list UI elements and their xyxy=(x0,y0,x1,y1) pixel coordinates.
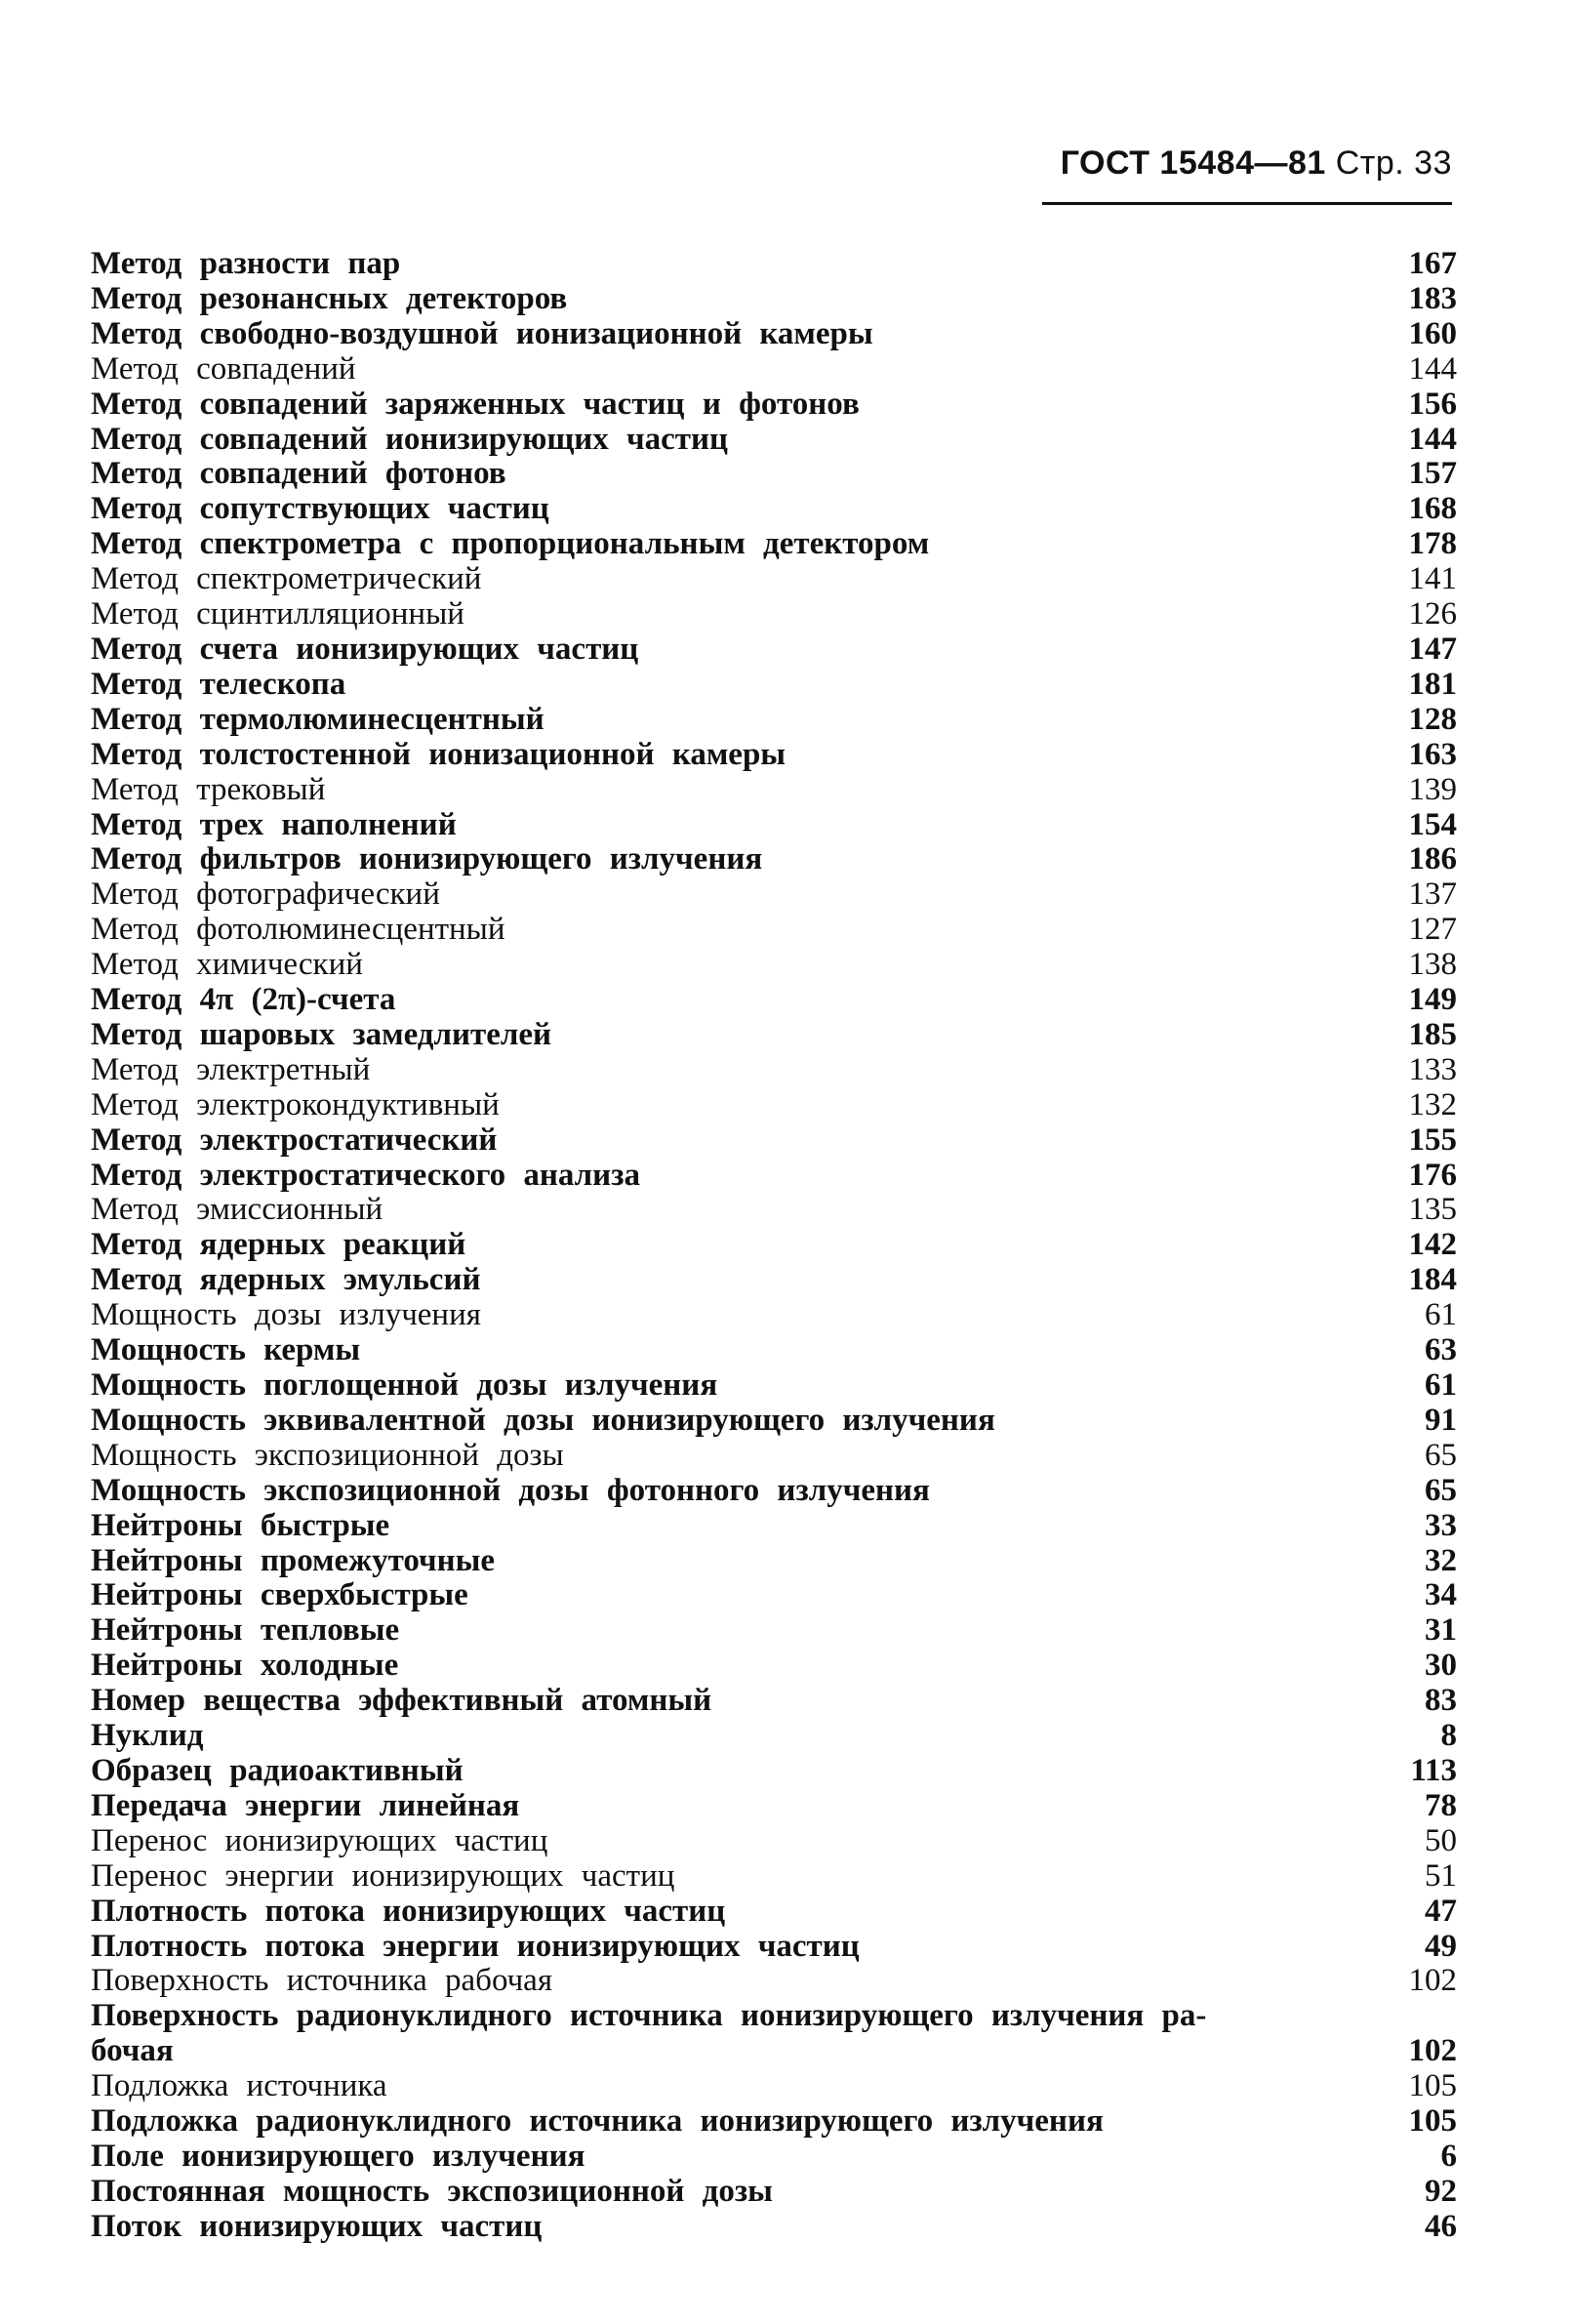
index-term: Метод свободно-воздушной ионизационной камеры xyxy=(91,316,873,351)
index-term: Метод спектрометра с пропорциональным детектором xyxy=(91,527,930,562)
index-entry xyxy=(91,1159,1457,1194)
index-entry xyxy=(91,1474,1457,1509)
index-term: Метод счета ионизирующих частиц xyxy=(91,632,639,667)
index-term: Мощность дозы излучения xyxy=(91,1298,481,1333)
index-term: Поверхность источника рабочая xyxy=(91,1964,553,1999)
index-entry xyxy=(91,2175,1457,2210)
index-page-number: 32 xyxy=(1425,1542,1457,1578)
index-page-number: 102 xyxy=(1408,2033,1457,2069)
index-entry xyxy=(91,1088,1457,1123)
index-page-number: 176 xyxy=(1408,1157,1457,1193)
index-entry xyxy=(91,1544,1457,1579)
index-term: Метод совпадений заряженных частиц и фотонов xyxy=(91,387,860,422)
index-page-number: 163 xyxy=(1408,736,1457,772)
index-page-number: 31 xyxy=(1425,1612,1457,1649)
index-entry xyxy=(91,2140,1457,2175)
index-entry xyxy=(91,948,1457,983)
index-entry xyxy=(91,317,1457,352)
index-entry xyxy=(91,1754,1457,1789)
index-term: Мощность экспозиционной дозы фотонного излучения xyxy=(91,1473,930,1508)
index-page-number: 127 xyxy=(1408,912,1457,948)
index-entry xyxy=(91,282,1457,317)
index-entry xyxy=(91,913,1457,948)
index-page-number: 78 xyxy=(1425,1787,1457,1823)
index-term: Метод электретный xyxy=(91,1052,371,1087)
index-page-number: 92 xyxy=(1425,2173,1457,2209)
index-term: Метод эмиссионный xyxy=(91,1193,383,1228)
index-page-number: 155 xyxy=(1408,1121,1457,1158)
index-term: Метод фотолюминесцентный xyxy=(91,913,505,948)
index-term: Плотность потока ионизирующих частиц xyxy=(91,1894,726,1929)
index-page-number: 49 xyxy=(1425,1928,1457,1964)
index-page-number: 138 xyxy=(1408,947,1457,983)
index-term: Метод сцинтилляционный xyxy=(91,597,464,632)
index-entry xyxy=(91,808,1457,843)
index-term: Поток ионизирующих частиц xyxy=(91,2209,543,2244)
index-term: Метод ядерных эмульсий xyxy=(91,1263,481,1298)
alphabetical-index xyxy=(91,247,1457,2245)
index-term: Перенос энергии ионизирующих частиц xyxy=(91,1858,675,1894)
index-page-number: 65 xyxy=(1425,1437,1457,1473)
index-entry xyxy=(91,877,1457,913)
index-entry xyxy=(91,1368,1457,1404)
index-entry xyxy=(91,457,1457,492)
index-entry xyxy=(91,247,1457,282)
index-term: Номер вещества эффективный атомный xyxy=(91,1684,712,1719)
index-entry xyxy=(91,562,1457,597)
index-page-number: 184 xyxy=(1408,1262,1457,1298)
index-term: Метод фильтров ионизирующего излучения xyxy=(91,842,763,877)
index-page-number: 168 xyxy=(1408,491,1457,527)
index-page-number: 6 xyxy=(1440,2138,1457,2174)
index-page-number: 105 xyxy=(1408,2103,1457,2140)
index-term: Метод совпадений фотонов xyxy=(91,457,506,492)
index-term: Метод ядерных реакций xyxy=(91,1228,466,1263)
page-header xyxy=(1042,137,1452,205)
index-term: Метод резонансных детекторов xyxy=(91,281,568,316)
index-entry xyxy=(91,1053,1457,1088)
index-term: Метод электрокондуктивный xyxy=(91,1087,500,1122)
index-entry xyxy=(91,842,1457,877)
index-entry xyxy=(91,352,1457,387)
index-entry xyxy=(91,1859,1457,1895)
index-entry xyxy=(91,632,1457,668)
index-page-number: 51 xyxy=(1425,1857,1457,1894)
index-term: Нейтроны сверхбыстрые xyxy=(91,1578,468,1613)
index-term: Метод разности пар xyxy=(91,247,401,281)
index-page-number: 91 xyxy=(1425,1402,1457,1438)
index-entry xyxy=(91,1999,1457,2069)
index-entry xyxy=(91,2210,1457,2245)
index-term: Плотность потока энергии ионизирующих частиц xyxy=(91,1929,860,1964)
index-page-number: 160 xyxy=(1408,315,1457,351)
index-term: Метод телескопа xyxy=(91,667,346,702)
index-term: Метод 4π (2π)-счета xyxy=(91,983,396,1018)
index-page-number: 181 xyxy=(1408,666,1457,702)
index-entry xyxy=(91,1895,1457,1930)
standard-number: ГОСТ 15484—81 xyxy=(1060,144,1326,182)
index-entry xyxy=(91,1684,1457,1719)
index-entry xyxy=(91,1123,1457,1159)
index-entry xyxy=(91,1404,1457,1439)
index-entry xyxy=(91,1824,1457,1859)
index-term: Метод сопутствующих частиц xyxy=(91,492,549,527)
index-page-number: 135 xyxy=(1408,1192,1457,1228)
index-page-number: 113 xyxy=(1410,1752,1457,1788)
index-page-number: 183 xyxy=(1408,280,1457,316)
index-entry xyxy=(91,527,1457,562)
index-page-number: 132 xyxy=(1408,1086,1457,1122)
index-entry xyxy=(91,1613,1457,1649)
index-page-number: 157 xyxy=(1408,456,1457,492)
index-term: Метод совпадений xyxy=(91,351,356,387)
index-term: Метод фотографический xyxy=(91,877,440,913)
page-number-label: Стр. 33 xyxy=(1335,144,1452,182)
index-term: Поле ионизирующего излучения xyxy=(91,2139,585,2174)
index-page-number: 8 xyxy=(1440,1718,1457,1754)
index-page-number: 149 xyxy=(1408,982,1457,1018)
index-page-number: 133 xyxy=(1408,1051,1457,1087)
index-entry xyxy=(91,773,1457,808)
index-term: Метод трех наполнений xyxy=(91,807,457,842)
index-entry xyxy=(91,1439,1457,1474)
index-term: Нуклид xyxy=(91,1719,204,1754)
index-term: Метод термолюминесцентный xyxy=(91,702,544,737)
index-page-number: 83 xyxy=(1425,1683,1457,1719)
index-entry xyxy=(91,387,1457,423)
index-entry xyxy=(91,1263,1457,1298)
index-entry xyxy=(91,1719,1457,1754)
index-term: Метод химический xyxy=(91,948,363,983)
index-term: Метод электростатический xyxy=(91,1122,498,1158)
index-term: Метод шаровых замедлителей xyxy=(91,1017,552,1052)
index-page-number: 65 xyxy=(1425,1472,1457,1508)
header-text xyxy=(1061,144,1452,183)
index-page-number: 47 xyxy=(1425,1893,1457,1929)
index-term: Передача энергии линейная xyxy=(91,1788,520,1823)
index-term: Метод трековый xyxy=(91,772,326,807)
index-page-number: 167 xyxy=(1408,246,1457,281)
index-term: Метод спектрометрический xyxy=(91,562,482,597)
index-entry xyxy=(91,423,1457,458)
index-page-number: 141 xyxy=(1408,561,1457,597)
index-page-number: 33 xyxy=(1425,1507,1457,1543)
index-page-number: 147 xyxy=(1408,631,1457,667)
index-term: Постоянная мощность экспозиционной дозы xyxy=(91,2174,773,2209)
index-term: Метод толстостенной ионизационной камеры xyxy=(91,737,786,772)
index-page-number: 139 xyxy=(1408,771,1457,807)
index-entry xyxy=(91,1228,1457,1263)
index-term: Подложка радионуклидного источника ионизирующего излучения xyxy=(91,2104,1104,2140)
index-entry xyxy=(91,1193,1457,1228)
index-page-number: 102 xyxy=(1408,1963,1457,1999)
index-term: Поверхность радионуклидного источника ионизирующего излучения ра- бочая xyxy=(91,1999,1207,2069)
index-page-number: 144 xyxy=(1408,421,1457,457)
index-page-number: 128 xyxy=(1408,701,1457,737)
index-entry xyxy=(91,703,1457,738)
index-entry xyxy=(91,1789,1457,1824)
index-entry xyxy=(91,2104,1457,2140)
index-entry xyxy=(91,1930,1457,1965)
index-entry xyxy=(91,1578,1457,1613)
index-term: Нейтроны промежуточные xyxy=(91,1543,496,1578)
index-term: Образец радиоактивный xyxy=(91,1753,464,1788)
index-term: Метод электростатического анализа xyxy=(91,1158,640,1193)
index-page-number: 185 xyxy=(1408,1016,1457,1052)
index-entry xyxy=(91,1298,1457,1333)
index-page-number: 142 xyxy=(1408,1227,1457,1263)
index-entry xyxy=(91,2069,1457,2104)
index-page-number: 144 xyxy=(1408,350,1457,387)
index-page-number: 61 xyxy=(1425,1367,1457,1403)
index-entry xyxy=(91,492,1457,527)
index-page-number: 186 xyxy=(1408,841,1457,877)
index-page-number: 156 xyxy=(1408,386,1457,422)
index-page-number: 154 xyxy=(1408,806,1457,842)
index-term: Мощность поглощенной дозы излучения xyxy=(91,1368,718,1403)
index-term: Нейтроны холодные xyxy=(91,1649,399,1684)
index-page-number: 46 xyxy=(1425,2208,1457,2244)
index-term: Нейтроны быстрые xyxy=(91,1508,390,1543)
index-page-number: 50 xyxy=(1425,1822,1457,1858)
index-page-number: 126 xyxy=(1408,596,1457,632)
index-term: Перенос ионизирующих частиц xyxy=(91,1823,548,1858)
index-page-number: 30 xyxy=(1425,1648,1457,1684)
index-entry xyxy=(91,1018,1457,1053)
index-entry xyxy=(91,1333,1457,1368)
index-term: Мощность кермы xyxy=(91,1333,361,1368)
index-term: Подложка источника xyxy=(91,2069,387,2104)
index-entry xyxy=(91,1964,1457,1999)
header-rule xyxy=(1042,202,1452,205)
index-term: Мощность экспозиционной дозы xyxy=(91,1438,564,1473)
index-entry xyxy=(91,597,1457,632)
index-page-number: 105 xyxy=(1408,2068,1457,2104)
index-entry xyxy=(91,1509,1457,1544)
index-entry xyxy=(91,1649,1457,1684)
index-entry xyxy=(91,738,1457,773)
index-term: Мощность эквивалентной дозы ионизирующего излучения xyxy=(91,1403,995,1438)
index-page-number: 178 xyxy=(1408,526,1457,562)
index-page-number: 137 xyxy=(1408,877,1457,913)
index-entry xyxy=(91,983,1457,1018)
index-page-number: 63 xyxy=(1425,1332,1457,1368)
index-entry xyxy=(91,668,1457,703)
index-term: Метод совпадений ионизирующих частиц xyxy=(91,422,728,457)
index-page-number: 61 xyxy=(1425,1297,1457,1333)
index-term: Нейтроны тепловые xyxy=(91,1613,400,1649)
index-page-number: 34 xyxy=(1425,1577,1457,1613)
